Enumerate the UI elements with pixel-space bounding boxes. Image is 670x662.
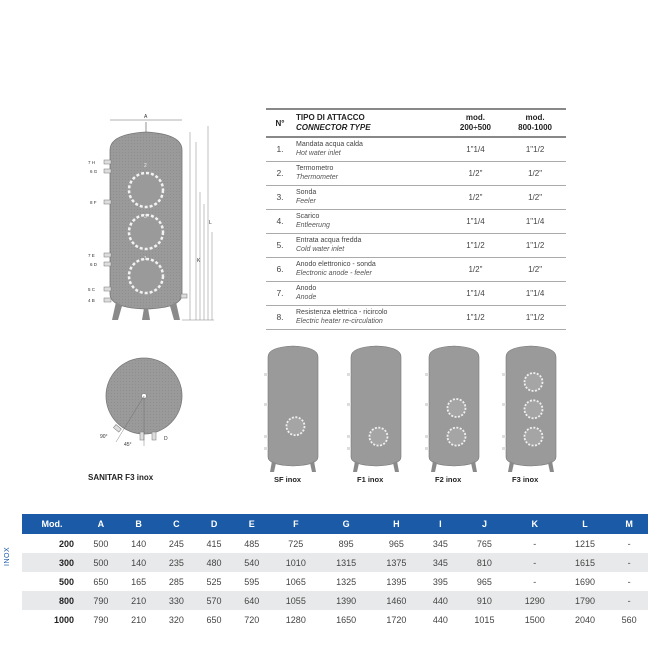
connector-description [294,161,447,185]
connector-size-small: 1"1/4 [447,209,504,233]
svg-text:3: 3 [144,214,147,220]
dim-model-cell: 200 [58,538,74,549]
dim-label-k: K [197,258,201,264]
dim-value-cell: 1650 [336,614,357,625]
dim-value-cell: 790 [93,614,109,625]
dim-value-cell: 500 [82,553,120,572]
dim-value-cell: 140 [120,553,158,572]
variant-caption-1: SF inox [274,475,302,484]
dimensions-header [22,514,648,534]
dim-row [22,572,648,591]
dim-value-cell: 765 [476,538,492,549]
dim-label-a: A [144,114,148,120]
connector-desc-en: Cold water inlet [296,246,345,253]
dim-col-header: B [120,514,158,534]
dim-value-cell: 1395 [386,576,407,587]
dim-value-cell: 320 [168,614,184,625]
dim-col-header: E [233,514,271,534]
connector-desc-it: Sonda [296,189,317,196]
svg-text:1: 1 [144,256,147,262]
conn-label-c: 5 C [88,287,96,292]
connector-size-small: 1"1/2 [447,305,504,329]
dim-model-cell: 300 [22,553,82,572]
model-large-range: 800-1000 [518,123,552,132]
connector-size-large: 1/2" [504,185,566,209]
connector-size-small: 1/2" [447,161,504,185]
dimensions-table-wrap [22,514,648,629]
dim-value-cell: - [533,576,537,587]
dim-label-d: D [164,436,168,442]
connector-number: 6. [266,257,294,281]
dim-value-cell: 395 [432,576,448,587]
dim-value-cell: 1010 [271,553,321,572]
variant-caption-2: F1 inox [357,475,384,484]
dim-value-cell: 570 [195,591,233,610]
conn-label-f: 8 F [90,200,97,205]
connector-col-num: N° [275,118,285,128]
variant-drawing-2 [345,343,407,473]
connector-desc-en: Thermometer [296,174,339,181]
dim-value-cell: 165 [131,576,147,587]
dim-value-cell: 345 [432,538,448,549]
connector-table-header [266,109,566,137]
connector-desc-en: Electronic anode - feeler [296,270,372,277]
dim-value-cell: 1790 [560,591,610,610]
dim-value-cell: - [627,576,631,587]
dim-model-cell: 500 [58,576,74,587]
dim-value-cell: 725 [288,538,304,549]
connector-size-large: 1"1/2 [504,137,566,161]
dim-value-cell: 810 [459,553,509,572]
dim-value-cell: 895 [338,538,354,549]
dim-value-cell: 1290 [510,591,560,610]
angle-label-45: 45° [124,442,132,448]
inox-side-label: INOX [4,546,11,566]
dim-row [22,610,648,629]
tank-top-view-drawing [92,350,192,450]
dim-value-cell: 965 [388,538,404,549]
dim-label-l: L [209,220,212,226]
connector-size-large: 1"1/4 [504,281,566,305]
connector-number: 2. [266,161,294,185]
connector-size-large: 1"1/2 [504,233,566,257]
connector-type-en: CONNECTOR TYPE [296,123,371,132]
connector-size-large: 1"1/2 [504,305,566,329]
variant-flange [524,373,542,391]
conn-label-d: 6 D [90,262,98,267]
connector-desc-en: Anode [296,294,317,301]
connector-size-small: 1"1/4 [447,281,504,305]
angle-label-90: 90° [100,434,108,440]
dim-value-cell: 1325 [336,576,357,587]
variant-flange [369,428,387,446]
dim-value-cell: 235 [157,553,195,572]
dim-col-header: D [195,514,233,534]
svg-text:2: 2 [144,163,147,169]
dim-value-cell: 640 [233,591,271,610]
dim-value-cell: 440 [422,591,460,610]
dim-value-cell: 965 [476,576,492,587]
dim-row [22,553,648,572]
dim-value-cell: 540 [233,553,271,572]
variant-drawing-3 [423,343,485,473]
connector-description [294,185,447,209]
dim-value-cell: 245 [168,538,184,549]
dim-value-cell: 1390 [321,591,371,610]
dim-value-cell: 210 [120,591,158,610]
dim-value-cell: 1500 [524,614,545,625]
connector-desc-en: Feeler [296,198,316,205]
dim-value-cell: 650 [93,576,109,587]
connector-number: 3. [266,185,294,209]
conn-label-g: 6 G [90,169,98,174]
connector-row [266,281,566,305]
dim-col-header: Mod. [22,514,82,534]
dim-value-cell: 330 [157,591,195,610]
variant-caption-3: F2 inox [435,475,462,484]
dim-value-cell: 595 [244,576,260,587]
conn-label-e: 7 E [88,253,95,258]
dim-value-cell: - [610,591,648,610]
connector-number: 1. [266,137,294,161]
dim-model-cell: 800 [22,591,82,610]
dim-model-cell: 1000 [53,614,74,625]
dim-value-cell: 480 [195,553,233,572]
dim-value-cell: 440 [432,614,448,625]
dimensions-table [22,514,648,629]
dim-value-cell: 415 [206,538,222,549]
connector-size-small: 1/2" [447,257,504,281]
dim-value-cell: 500 [93,538,109,549]
connector-col-model-small [447,109,504,137]
dim-col-header: C [157,514,195,534]
connector-col-model-large [504,109,566,137]
variant-flange [447,399,465,417]
connector-col-type [294,109,447,137]
variant-flange [286,417,304,435]
dim-value-cell: - [627,538,631,549]
model-large-label: mod. [525,113,545,122]
model-small-label: mod. [465,113,485,122]
dim-value-cell: 1280 [285,614,306,625]
dim-value-cell: 1720 [386,614,407,625]
dim-value-cell: 1015 [474,614,495,625]
dim-value-cell: - [510,553,560,572]
dim-value-cell: 1615 [560,553,610,572]
connector-number: 7. [266,281,294,305]
connector-desc-en: Hot water inlet [296,150,341,158]
variant-flange [524,428,542,446]
dim-col-header: M [610,514,648,534]
dim-row [22,591,648,610]
connector-row [266,257,566,281]
dim-value-cell: 1460 [371,591,421,610]
dim-value-cell: 525 [206,576,222,587]
connector-description [294,305,447,329]
connector-row [266,209,566,233]
dim-value-cell: 1690 [575,576,596,587]
dim-value-cell: 2040 [575,614,596,625]
dim-row [22,534,648,553]
variant-drawing-1 [262,343,324,473]
dim-value-cell: 790 [82,591,120,610]
connector-description [294,137,447,161]
tank-side-view-drawing [82,112,232,332]
connector-row [266,233,566,257]
connector-size-small: 1"1/2 [447,233,504,257]
connector-desc-en: Electric heater re-circulation [296,318,383,325]
model-small-range: 200÷500 [459,123,491,132]
connector-row [266,137,566,161]
connector-number: 4. [266,209,294,233]
connector-row [266,305,566,329]
dim-value-cell: 140 [131,538,147,549]
dim-value-cell: 650 [206,614,222,625]
dim-value-cell: 285 [168,576,184,587]
connector-desc-it: Mandata acqua calda [296,141,363,149]
connector-size-small: 1/2" [447,185,504,209]
dim-value-cell: 1065 [285,576,306,587]
dim-col-header: H [371,514,421,534]
dim-value-cell: 1315 [321,553,371,572]
dim-value-cell: - [533,538,537,549]
connector-desc-en: Entleerung [296,222,330,229]
flange-middle [129,214,163,249]
connector-size-small: 1"1/4 [447,137,504,161]
dim-value-cell: 1055 [271,591,321,610]
connector-desc-it: Termometro [296,165,334,172]
connector-number: 5. [266,233,294,257]
connector-row [266,185,566,209]
dim-col-header: A [82,514,120,534]
dim-col-header: K [510,514,560,534]
connector-description [294,281,447,305]
variant-flange [524,400,542,418]
connector-desc-it: Scarico [296,213,320,220]
dim-value-cell: 720 [244,614,260,625]
connector-description [294,233,447,257]
connector-table [266,108,566,330]
connector-desc-it: Entrata acqua fredda [296,237,362,244]
connector-number: 8. [266,305,294,329]
dim-value-cell: 1215 [575,538,596,549]
connector-desc-it: Anodo [296,285,317,292]
connector-size-large: 1/2" [504,257,566,281]
dim-col-header: I [422,514,460,534]
connector-description [294,257,447,281]
dim-value-cell: 1375 [371,553,421,572]
connector-desc-it: Anodo elettronico - sonda [296,261,376,268]
variant-caption-4: F3 inox [512,475,539,484]
connector-size-large: 1"1/4 [504,209,566,233]
dim-col-header: F [271,514,321,534]
dim-value-cell: 485 [244,538,260,549]
dim-col-header: G [321,514,371,534]
dim-value-cell: 560 [621,614,637,625]
dim-col-header: L [560,514,610,534]
conn-label-h: 7 H [88,160,96,165]
connector-size-large: 1/2" [504,161,566,185]
dim-value-cell: 210 [131,614,147,625]
connector-description [294,209,447,233]
variant-drawing-4 [500,343,562,473]
conn-label-b: 4 B [88,298,95,303]
dim-col-header: J [459,514,509,534]
drawing-caption: SANITAR F3 inox [88,473,154,482]
connector-desc-it: Resistenza elettrica - ricircolo [296,309,388,316]
dim-value-cell: 345 [422,553,460,572]
dim-value-cell: 910 [459,591,509,610]
connector-row [266,161,566,185]
variant-flange [447,428,465,446]
dim-value-cell: - [610,553,648,572]
connector-type-it: TIPO DI ATTACCO [296,113,365,122]
